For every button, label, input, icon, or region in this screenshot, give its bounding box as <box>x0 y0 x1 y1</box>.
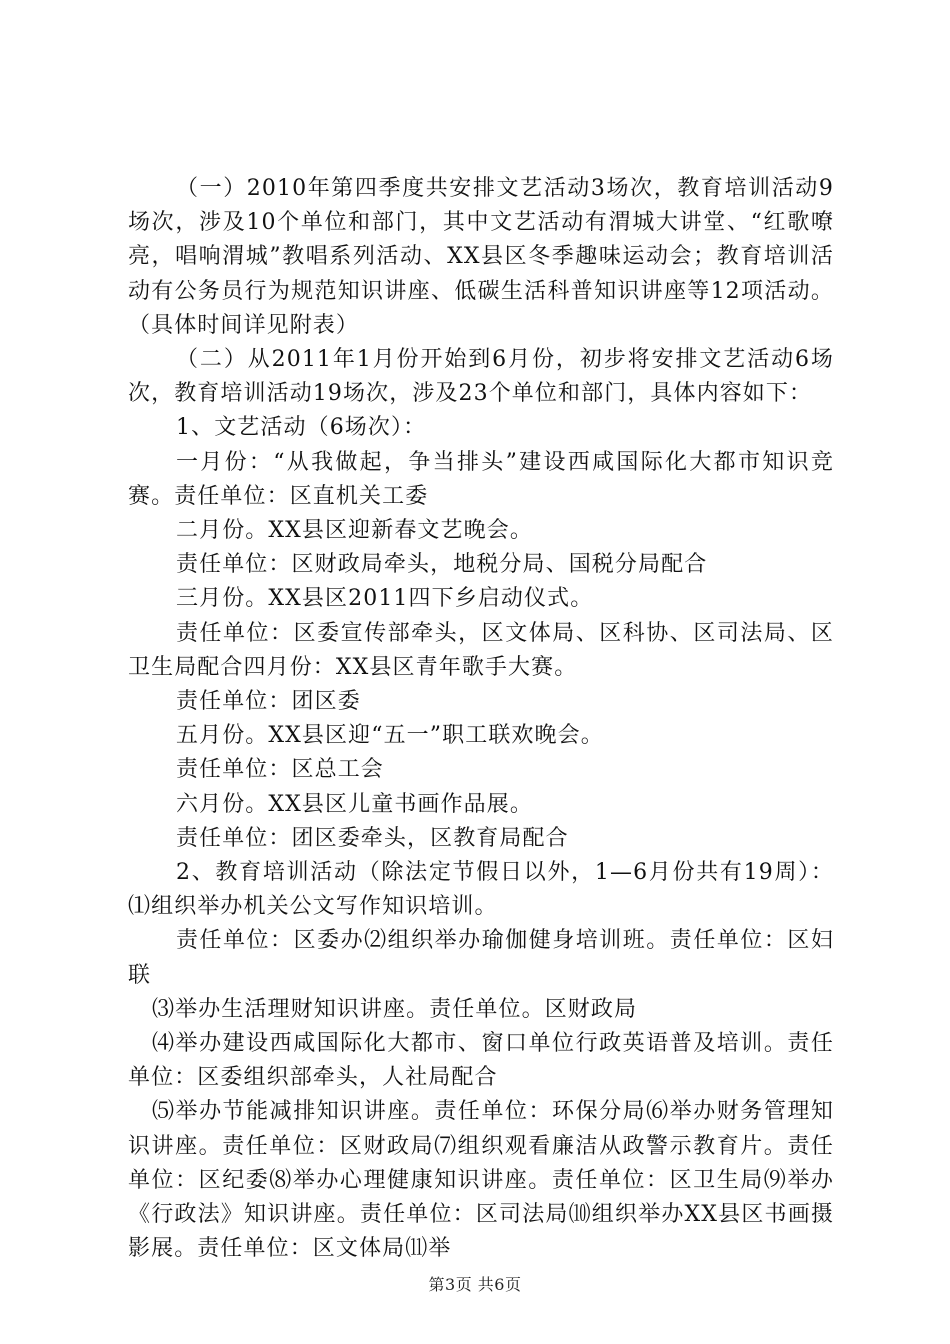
paragraph-june-responsible: 责任单位：团区委牵头，区教育局配合 <box>176 825 569 851</box>
paragraph-february-responsible: 责任单位：区财政局牵头，地税分局、国税分局配合 <box>176 552 708 578</box>
paragraph-training-item-4: ⑷举办建设西咸国际化大都市、窗口单位行政英语普及培训。责任单位：区委组织部牵头，人社局配合 <box>128 1031 834 1091</box>
paragraph-arts-heading: 1、文艺活动（6场次）： <box>176 415 427 441</box>
document-body <box>128 172 834 1267</box>
paragraph-may-responsible: 责任单位：区总工会 <box>176 757 384 783</box>
paragraph-january: 一月份：“从我做起，争当排头”建设西咸国际化大都市知识竞赛。责任单位：区直机关工委 <box>128 449 834 509</box>
paragraph-june: 六月份。XX县区儿童书画作品展。 <box>176 791 533 817</box>
paragraph-may: 五月份。XX县区迎“五一”职工联欢晚会。 <box>176 723 604 749</box>
paragraph-training-item-3: ⑶举办生活理财知识讲座。责任单位。区财政局 <box>152 996 638 1022</box>
paragraph-april-responsible: 责任单位：团区委 <box>176 689 361 715</box>
paragraph-training-item-1-2: 责任单位：区委办⑵组织举办瑜伽健身培训班。责任单位：区妇联 <box>128 928 834 988</box>
paragraph-training-items-5-11: ⑸举办节能减排知识讲座。责任单位：环保分局⑹举办财务管理知识讲座。责任单位：区财政局⑺组织观看廉洁从政警示教育片。责任单位：区纪委⑻举办心理健康知识讲座。责任单位：区卫生局⑼举办《行政法》知识讲座。责任单位：区司法局⑽组织举办XX县区书画摄影展。责任单位：区文体局⑾举 <box>128 1099 834 1262</box>
paragraph-section-two: （二）从2011年1月份开始到6月份，初步将安排文艺活动6场次，教育培训活动19场次，涉及23个单位和部门，具体内容如下： <box>128 347 834 407</box>
paragraph-section-one: （一）2010年第四季度共安排文艺活动3场次，教育培训活动9场次，涉及10个单位和部门，其中文艺活动有渭城大讲堂、“红歌嘹亮，唱响渭城”教唱系列活动、XX县区冬季趣味运动会；教育培训活动有公务员行为规范知识讲座、低碳生活科普知识讲座等12项活动。（具体时间详见附表） <box>128 176 834 338</box>
page-number-label: 第3页 共6页 <box>428 1275 522 1294</box>
paragraph-february: 二月份。XX县区迎新春文艺晚会。 <box>176 518 533 544</box>
paragraph-training-heading: 2、教育培训活动（除法定节假日以外，1—6月份共有19周）：⑴组织举办机关公文写作知识培训。 <box>128 860 834 920</box>
page-footer <box>0 1272 950 1295</box>
paragraph-march: 三月份。XX县区2011四下乡启动仪式。 <box>176 586 594 612</box>
paragraph-march-responsible: 责任单位：区委宣传部牵头，区文体局、区科协、区司法局、区卫生局配合四月份：XX县区青年歌手大赛。 <box>128 620 834 680</box>
